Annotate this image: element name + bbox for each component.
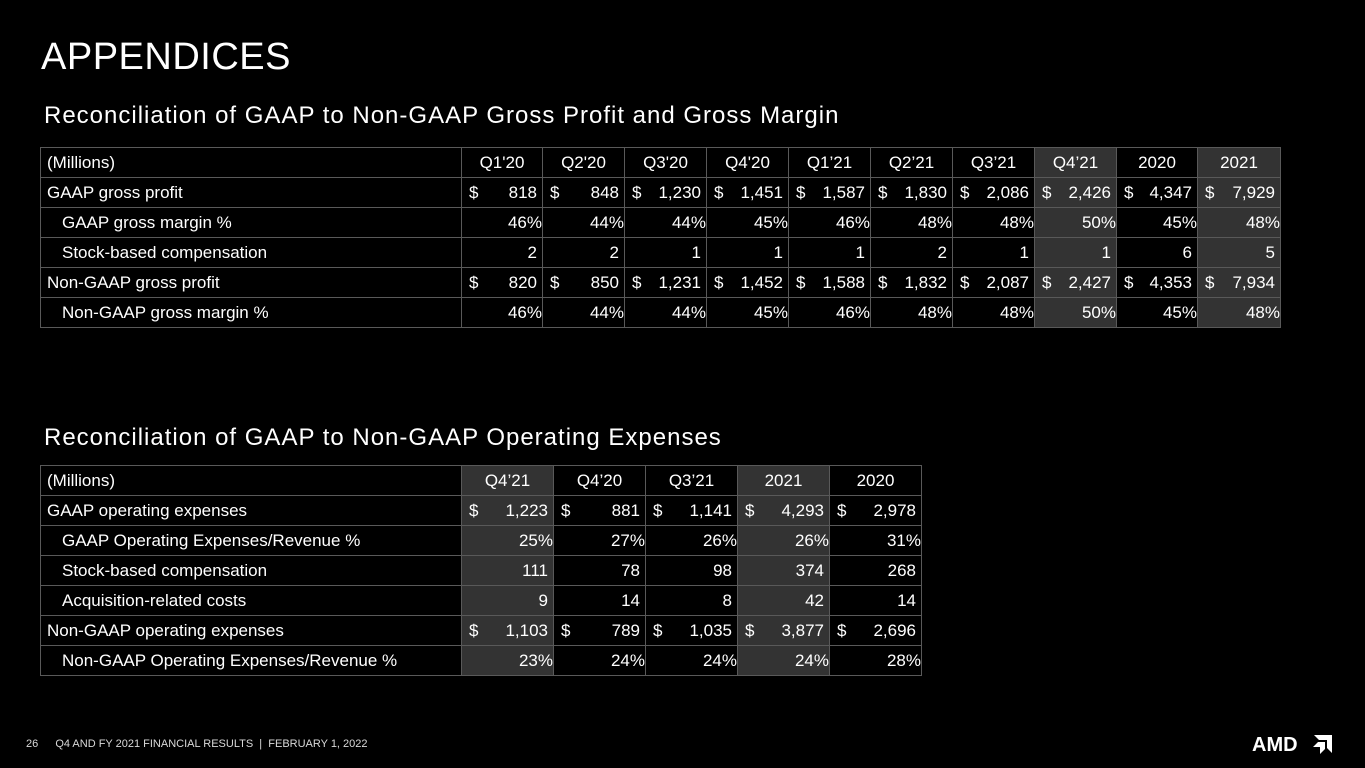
currency-symbol: $	[653, 500, 663, 520]
cell-value: 31%	[886, 530, 921, 550]
cell-value: 50%	[1081, 212, 1116, 232]
row-label: Stock-based compensation	[41, 556, 462, 586]
currency-symbol: $	[550, 272, 560, 292]
table-cell	[830, 646, 922, 676]
row-label: Acquisition-related costs	[41, 586, 462, 616]
cell-value: 46%	[835, 212, 870, 232]
cell-value: 8	[722, 590, 732, 610]
table-cell	[554, 556, 646, 586]
currency-symbol: $	[469, 620, 479, 640]
currency-symbol: $	[796, 182, 806, 202]
table-cell	[1035, 268, 1117, 298]
table-cell	[1198, 268, 1281, 298]
table-cell	[1117, 208, 1198, 238]
cell-value: 46%	[507, 302, 542, 322]
row-label: Non-GAAP Operating Expenses/Revenue %	[41, 646, 462, 676]
gross-profit-heading: Reconciliation of GAAP to Non-GAAP Gross Profit and Gross Margin	[44, 102, 840, 129]
row-label: GAAP gross margin %	[41, 208, 462, 238]
table-row	[41, 178, 1281, 208]
cell-value: 44%	[589, 212, 624, 232]
currency-symbol: $	[796, 272, 806, 292]
amd-logo	[1252, 732, 1334, 761]
cell-value: 14	[897, 590, 916, 610]
currency-symbol: $	[745, 620, 755, 640]
table-cell	[462, 556, 554, 586]
table-cell	[1198, 208, 1281, 238]
table-cell	[830, 586, 922, 616]
page-number: 26	[26, 738, 39, 750]
table-cell	[1198, 178, 1281, 208]
cell-value: 27%	[610, 530, 645, 550]
cell-value: 818	[508, 182, 537, 202]
cell-value: 44%	[589, 302, 624, 322]
cell-value: 26%	[702, 530, 737, 550]
table-cell	[1035, 298, 1117, 328]
cell-value: 28%	[886, 650, 921, 670]
currency-symbol: $	[878, 272, 888, 292]
cell-value: 2,087	[986, 272, 1029, 292]
table-cell	[543, 208, 625, 238]
table-row	[41, 298, 1281, 328]
row-label: GAAP gross profit	[41, 178, 462, 208]
cell-value: 2,978	[873, 500, 916, 520]
table-cell	[871, 208, 953, 238]
column-header: 2020	[1117, 148, 1198, 178]
table-cell	[953, 238, 1035, 268]
table-cell	[738, 526, 830, 556]
cell-value: 7,934	[1232, 272, 1275, 292]
column-header: Q3’21	[646, 466, 738, 496]
table-cell	[789, 298, 871, 328]
table-cell	[625, 178, 707, 208]
cell-value: 1,231	[658, 272, 701, 292]
amd-logo-text: AMD	[1252, 734, 1298, 756]
cell-value: 46%	[835, 302, 870, 322]
table-cell	[543, 268, 625, 298]
table-cell	[830, 496, 922, 526]
cell-value: 2	[609, 242, 619, 262]
currency-symbol: $	[878, 182, 888, 202]
cell-value: 14	[621, 590, 640, 610]
cell-value: 5	[1265, 242, 1275, 262]
table-cell	[789, 238, 871, 268]
currency-symbol: $	[745, 500, 755, 520]
table-cell	[462, 526, 554, 556]
currency-symbol: $	[1205, 182, 1215, 202]
table-cell	[646, 556, 738, 586]
cell-value: 44%	[671, 302, 706, 322]
cell-value: 2	[527, 242, 537, 262]
cell-value: 48%	[917, 212, 952, 232]
table-cell	[554, 616, 646, 646]
currency-symbol: $	[1042, 272, 1052, 292]
cell-value: 48%	[999, 212, 1034, 232]
table-cell	[871, 268, 953, 298]
table-cell	[871, 178, 953, 208]
footer-text: Q4 AND FY 2021 FINANCIAL RESULTS | FEBRUARY 1, 2022	[55, 738, 368, 750]
cell-value: 881	[611, 500, 640, 520]
header-label: (Millions)	[41, 466, 462, 496]
table-cell	[830, 616, 922, 646]
currency-symbol: $	[561, 500, 571, 520]
table-header-row	[41, 466, 922, 496]
cell-value: 4,347	[1149, 182, 1192, 202]
cell-value: 45%	[753, 212, 788, 232]
cell-value: 42	[805, 590, 824, 610]
table-cell	[625, 298, 707, 328]
cell-value: 1,230	[658, 182, 701, 202]
currency-symbol: $	[469, 182, 479, 202]
table-cell	[646, 496, 738, 526]
table-cell	[738, 616, 830, 646]
table-row	[41, 268, 1281, 298]
currency-symbol: $	[960, 272, 970, 292]
table-cell	[1035, 178, 1117, 208]
currency-symbol: $	[1124, 272, 1134, 292]
table-cell	[462, 496, 554, 526]
cell-value: 6	[1182, 242, 1192, 262]
cell-value: 789	[611, 620, 640, 640]
cell-value: 374	[795, 560, 824, 580]
cell-value: 7,929	[1232, 182, 1275, 202]
cell-value: 4,353	[1149, 272, 1192, 292]
table-cell	[871, 298, 953, 328]
table-cell	[830, 526, 922, 556]
table-cell	[707, 178, 789, 208]
column-header: Q4’20	[554, 466, 646, 496]
column-header: Q2'20	[543, 148, 625, 178]
cell-value: 45%	[1162, 302, 1197, 322]
row-label: Stock-based compensation	[41, 238, 462, 268]
cell-value: 1	[773, 242, 783, 262]
table-cell	[554, 526, 646, 556]
table-cell	[1117, 238, 1198, 268]
cell-value: 25%	[518, 530, 553, 550]
table-cell	[830, 556, 922, 586]
currency-symbol: $	[837, 500, 847, 520]
table-cell	[462, 268, 543, 298]
table-cell	[543, 178, 625, 208]
table-cell	[1117, 178, 1198, 208]
cell-value: 98	[713, 560, 732, 580]
table-cell	[462, 178, 543, 208]
table-header-row	[41, 148, 1281, 178]
cell-value: 46%	[507, 212, 542, 232]
cell-value: 1	[691, 242, 701, 262]
table-cell	[707, 298, 789, 328]
row-label: Non-GAAP operating expenses	[41, 616, 462, 646]
table-cell	[554, 646, 646, 676]
cell-value: 23%	[518, 650, 553, 670]
column-header: Q1’21	[789, 148, 871, 178]
currency-symbol: $	[561, 620, 571, 640]
table-row	[41, 586, 922, 616]
table-cell	[707, 268, 789, 298]
cell-value: 26%	[794, 530, 829, 550]
cell-value: 78	[621, 560, 640, 580]
column-header: Q3'20	[625, 148, 707, 178]
cell-value: 111	[522, 560, 548, 580]
operating-expenses-heading: Reconciliation of GAAP to Non-GAAP Operating Expenses	[44, 424, 722, 451]
currency-symbol: $	[632, 182, 642, 202]
operating-expenses-table	[40, 465, 922, 676]
currency-symbol: $	[1124, 182, 1134, 202]
column-header: Q3’21	[953, 148, 1035, 178]
currency-symbol: $	[837, 620, 847, 640]
cell-value: 24%	[794, 650, 829, 670]
cell-value: 48%	[917, 302, 952, 322]
cell-value: 1,588	[822, 272, 865, 292]
cell-value: 268	[887, 560, 916, 580]
table-cell	[1198, 238, 1281, 268]
amd-logo-svg	[1252, 732, 1334, 756]
table-row	[41, 238, 1281, 268]
table-cell	[625, 208, 707, 238]
cell-value: 1,103	[505, 620, 548, 640]
cell-value: 2,427	[1068, 272, 1111, 292]
column-header: Q4’21	[462, 466, 554, 496]
cell-value: 1,223	[505, 500, 548, 520]
table-cell	[462, 586, 554, 616]
table-cell	[953, 298, 1035, 328]
gross-profit-table	[40, 147, 1281, 328]
table-cell	[953, 178, 1035, 208]
table-cell	[953, 208, 1035, 238]
currency-symbol: $	[550, 182, 560, 202]
table-cell	[1117, 268, 1198, 298]
table-cell	[789, 268, 871, 298]
cell-value: 45%	[753, 302, 788, 322]
cell-value: 1	[855, 242, 865, 262]
column-header: 2020	[830, 466, 922, 496]
table-cell	[543, 298, 625, 328]
table-cell	[789, 208, 871, 238]
row-label: Non-GAAP gross profit	[41, 268, 462, 298]
cell-value: 1,035	[689, 620, 732, 640]
table-cell	[707, 238, 789, 268]
table-cell	[871, 238, 953, 268]
currency-symbol: $	[1042, 182, 1052, 202]
cell-value: 48%	[999, 302, 1034, 322]
cell-value: 2,086	[986, 182, 1029, 202]
cell-value: 4,293	[781, 500, 824, 520]
cell-value: 3,877	[781, 620, 824, 640]
table-row	[41, 616, 922, 646]
currency-symbol: $	[469, 272, 479, 292]
table-cell	[646, 616, 738, 646]
currency-symbol: $	[714, 272, 724, 292]
table-cell	[646, 586, 738, 616]
table-cell	[625, 238, 707, 268]
cell-value: 2,426	[1068, 182, 1111, 202]
column-header: 2021	[738, 466, 830, 496]
table-row	[41, 526, 922, 556]
table-cell	[625, 268, 707, 298]
row-label: Non-GAAP gross margin %	[41, 298, 462, 328]
table-row	[41, 208, 1281, 238]
cell-value: 1	[1101, 242, 1111, 262]
cell-value: 44%	[671, 212, 706, 232]
table-cell	[646, 646, 738, 676]
table-cell	[462, 616, 554, 646]
footer	[26, 738, 368, 750]
table-cell	[646, 526, 738, 556]
cell-value: 2,696	[873, 620, 916, 640]
table-row	[41, 496, 922, 526]
table-cell	[738, 496, 830, 526]
table-cell	[738, 556, 830, 586]
cell-value: 1,587	[822, 182, 865, 202]
table-cell	[1035, 208, 1117, 238]
cell-value: 24%	[610, 650, 645, 670]
currency-symbol: $	[960, 182, 970, 202]
column-header: 2021	[1198, 148, 1281, 178]
cell-value: 45%	[1162, 212, 1197, 232]
column-header: Q1'20	[462, 148, 543, 178]
currency-symbol: $	[632, 272, 642, 292]
cell-value: 1,832	[904, 272, 947, 292]
table-cell	[543, 238, 625, 268]
cell-value: 48%	[1245, 302, 1280, 322]
table-cell	[462, 238, 543, 268]
table-cell	[462, 298, 543, 328]
column-header: Q2’21	[871, 148, 953, 178]
table-cell	[462, 646, 554, 676]
header-label: (Millions)	[41, 148, 462, 178]
table-cell	[738, 586, 830, 616]
currency-symbol: $	[653, 620, 663, 640]
table-cell	[554, 586, 646, 616]
cell-value: 2	[937, 242, 947, 262]
currency-symbol: $	[1205, 272, 1215, 292]
table-cell	[1198, 298, 1281, 328]
table-row	[41, 646, 922, 676]
row-label: GAAP Operating Expenses/Revenue %	[41, 526, 462, 556]
currency-symbol: $	[714, 182, 724, 202]
table-cell	[1035, 238, 1117, 268]
cell-value: 848	[590, 182, 619, 202]
table-cell	[953, 268, 1035, 298]
table-cell	[462, 208, 543, 238]
cell-value: 1	[1019, 242, 1029, 262]
column-header: Q4'20	[707, 148, 789, 178]
table-cell	[707, 208, 789, 238]
cell-value: 1,451	[740, 182, 783, 202]
table-cell	[738, 646, 830, 676]
cell-value: 24%	[702, 650, 737, 670]
row-label: GAAP operating expenses	[41, 496, 462, 526]
column-header: Q4’21	[1035, 148, 1117, 178]
amd-arrow-icon	[1313, 735, 1332, 754]
table-row	[41, 556, 922, 586]
cell-value: 50%	[1081, 302, 1116, 322]
currency-symbol: $	[469, 500, 479, 520]
cell-value: 48%	[1245, 212, 1280, 232]
cell-value: 820	[508, 272, 537, 292]
cell-value: 1,141	[689, 500, 732, 520]
page-title: APPENDICES	[41, 36, 291, 78]
cell-value: 1,830	[904, 182, 947, 202]
table-cell	[554, 496, 646, 526]
cell-value: 850	[590, 272, 619, 292]
table-cell	[789, 178, 871, 208]
cell-value: 9	[538, 590, 548, 610]
cell-value: 1,452	[740, 272, 783, 292]
table-cell	[1117, 298, 1198, 328]
